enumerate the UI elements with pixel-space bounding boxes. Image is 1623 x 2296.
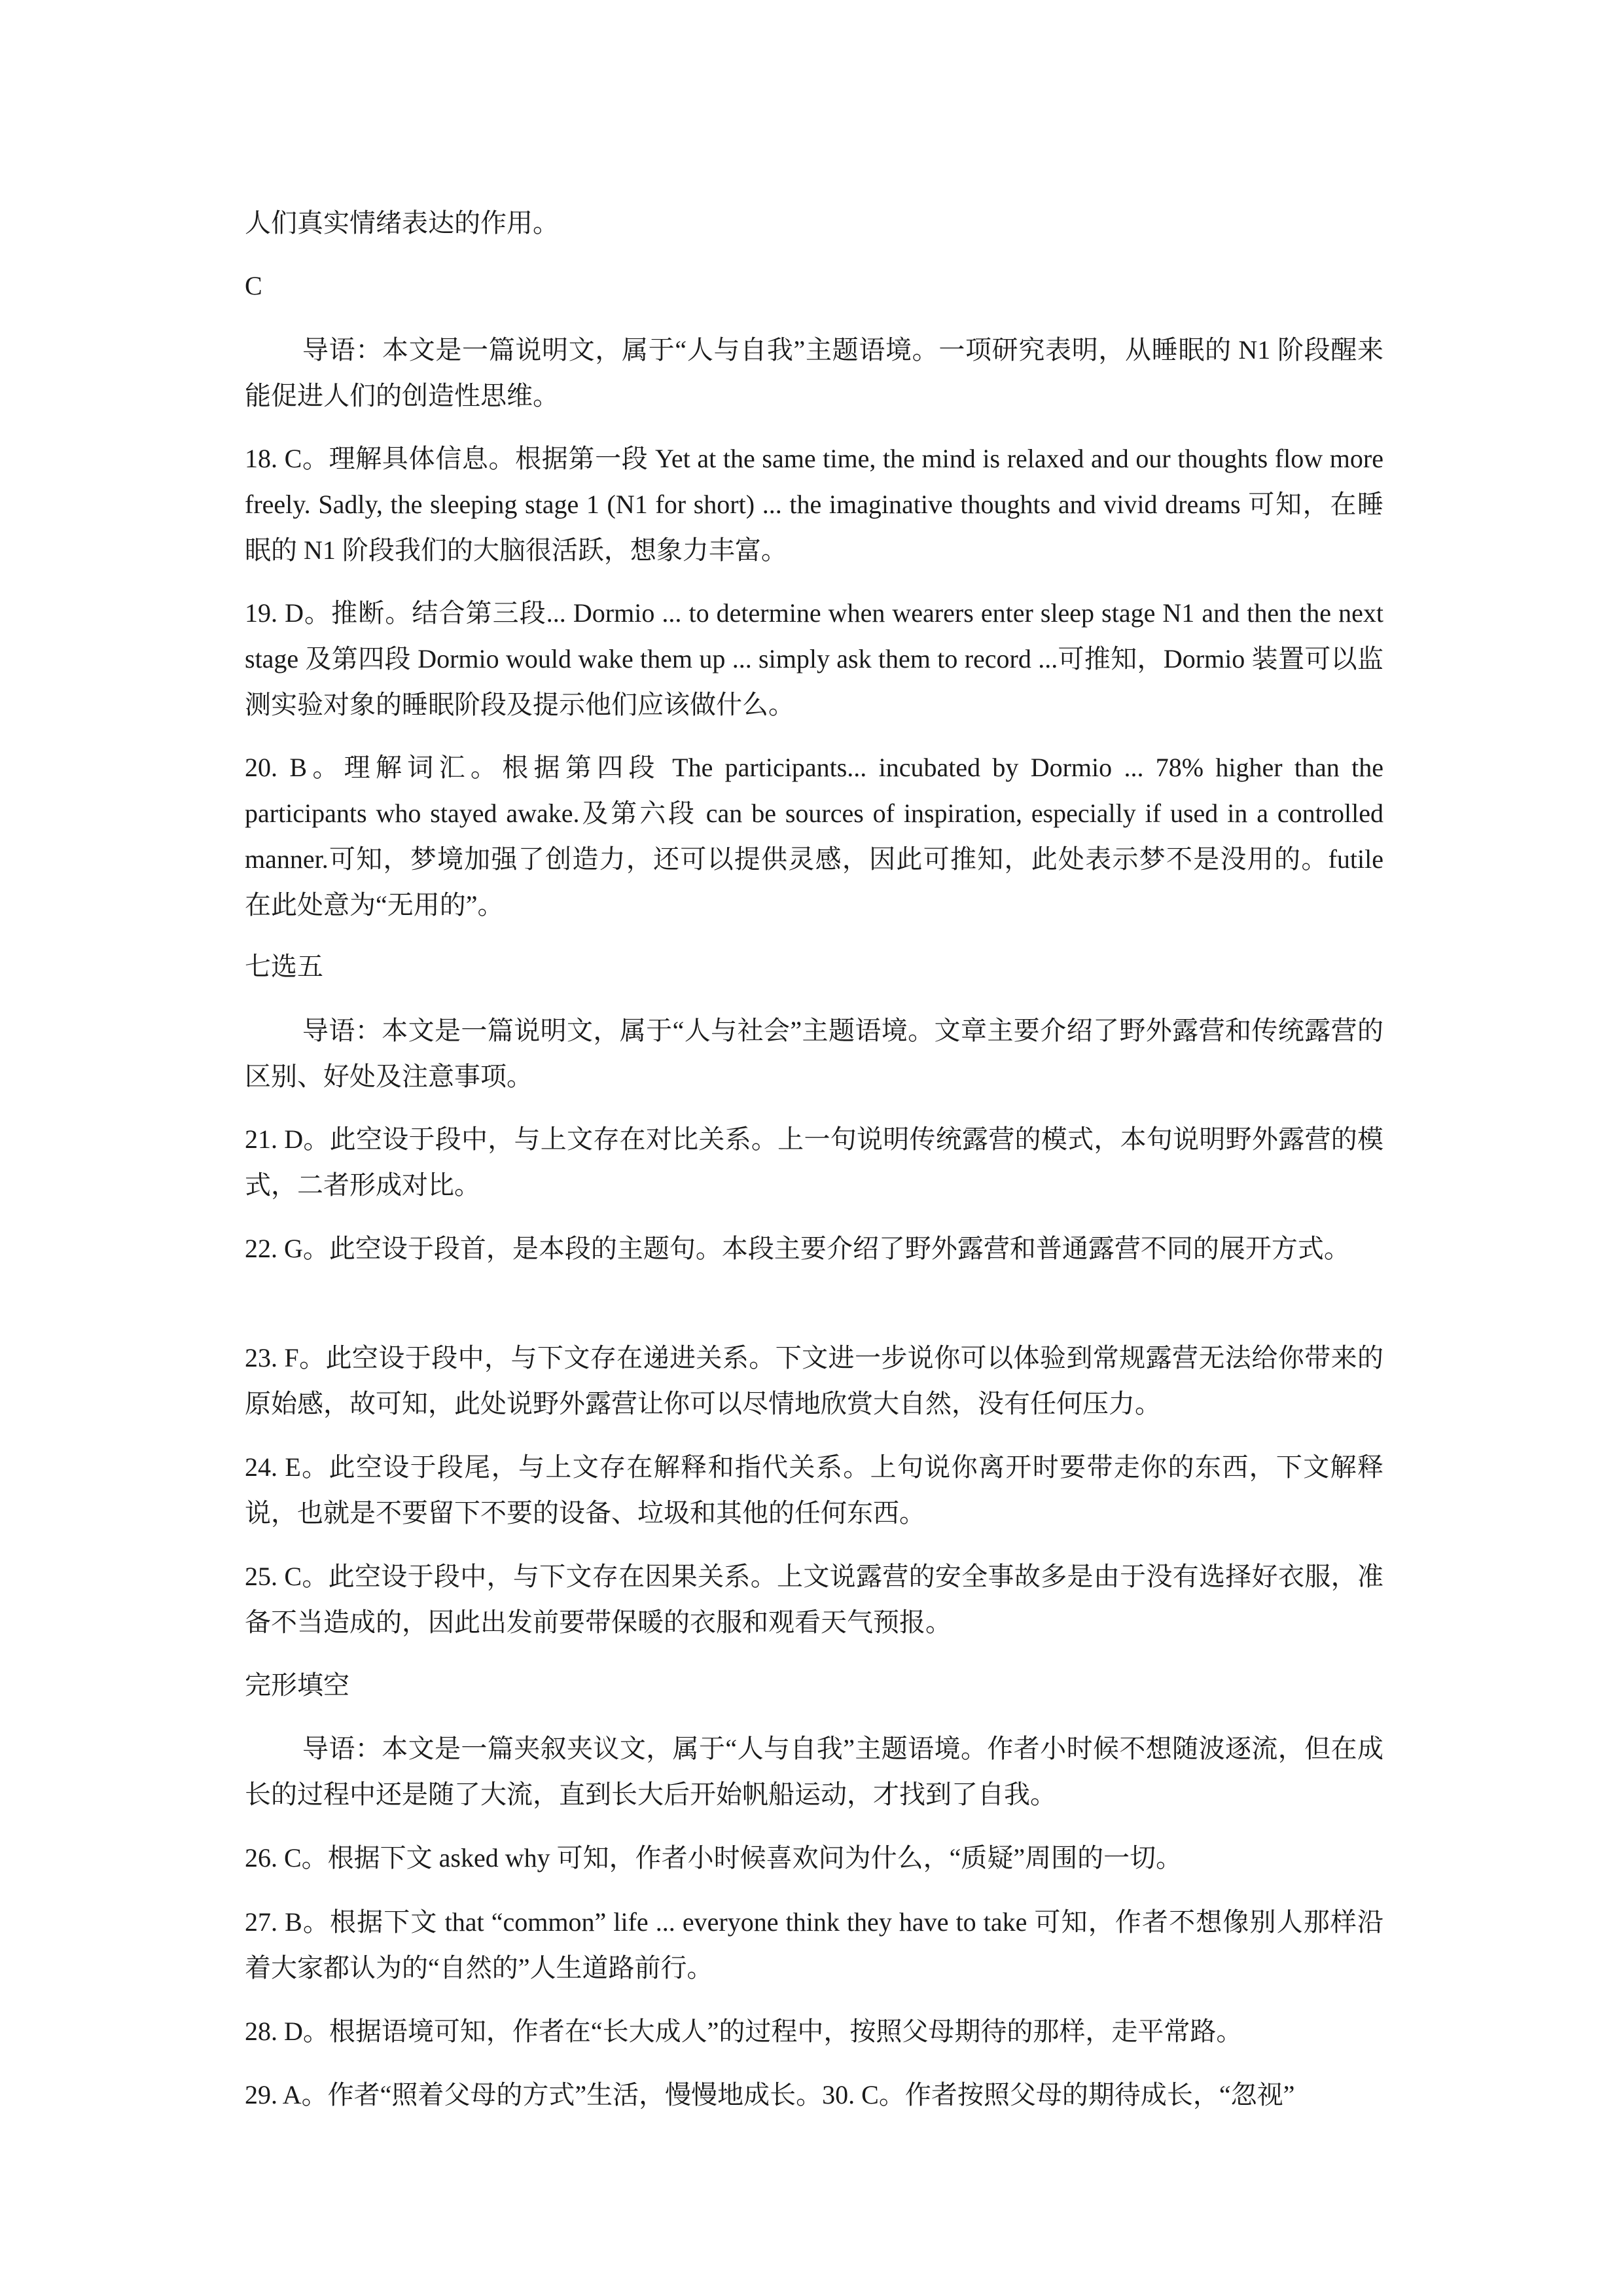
section-heading-cloze: 完形填空 bbox=[245, 1670, 349, 1700]
answer-25: 25. C。此空设于段中，与下文存在因果关系。上文说露营的安全事故多是由于没有选择好衣服，准备不当造成的，因此出发前要带保暖的衣服和观看天气预报。 bbox=[245, 1562, 1383, 1637]
answer-24: 24. E。此空设于段尾，与上文存在解释和指代关系。上句说你离开时要带走你的东西，下文解释说，也就是不要留下不要的设备、垃圾和其他的任何东西。 bbox=[245, 1452, 1383, 1528]
section-heading-c: C bbox=[245, 271, 262, 300]
section-heading-seven-choose-five: 七选五 bbox=[245, 952, 323, 981]
answer-29-30: 29. A。作者“照着父母的方式”生活，慢慢地成长。30. C。作者按照父母的期待成长，“忽视” bbox=[245, 2080, 1295, 2109]
answer-18: 18. C。理解具体信息。根据第一段 Yet at the same time, the mind is relaxed and our thoughts flow more freely. Sadly, the sleeping stage 1 (N1 for short) ... the imaginative thoughts and vivid dreams 可知，在睡眠的 N1 阶段我们的大脑很活跃，想象力丰富。 bbox=[245, 444, 1383, 565]
intro-seven-choose-five: 导语：本文是一篇说明文，属于“人与社会”主题语境。文章主要介绍了野外露营和传统露营的区别、好处及注意事项。 bbox=[245, 1016, 1383, 1091]
answer-23: 23. F。此空设于段中，与下文存在递进关系。下文进一步说你可以体验到常规露营无法给你带来的原始感，故可知，此处说野外露营让你可以尽情地欣赏大自然，没有任何压力。 bbox=[245, 1343, 1383, 1418]
intro-c: 导语：本文是一篇说明文，属于“人与自我”主题语境。一项研究表明，从睡眠的 N1 阶段醒来能促进人们的创造性思维。 bbox=[245, 335, 1383, 410]
answer-26: 26. C。根据下文 asked why 可知，作者小时候喜欢问为什么，“质疑”周围的一切。 bbox=[245, 1843, 1183, 1873]
answer-21: 21. D。此空设于段中，与上文存在对比关系。上一句说明传统露营的模式，本句说明野外露营的模式，二者形成对比。 bbox=[245, 1124, 1383, 1200]
answer-27: 27. B。根据下文 that “common” life ... everyone think they have to take 可知，作者不想像别人那样沿着大家都认为的“自然的”人生道路前行。 bbox=[245, 1907, 1383, 1982]
answer-28: 28. D。根据语境可知，作者在“长大成人”的过程中，按照父母期待的那样，走平常路。 bbox=[245, 2017, 1243, 2046]
answer-22: 22. G。此空设于段首，是本段的主题句。本段主要介绍了野外露营和普通露营不同的展开方式。 bbox=[245, 1234, 1350, 1263]
paragraph-continuation: 人们真实情绪表达的作用。 bbox=[245, 208, 559, 238]
answer-19: 19. D。推断。结合第三段... Dormio ... to determine when wearers enter sleep stage N1 and then the next stage 及第四段 Dormio would wake them up ... simply ask them to record ...可推知，Dormio 装置可以监测实验对象的睡眠阶段及提示他们应该做什么。 bbox=[245, 598, 1383, 719]
intro-cloze: 导语：本文是一篇夹叙夹议文，属于“人与自我”主题语境。作者小时候不想随波逐流，但在成长的过程中还是随了大流，直到长大后开始帆船运动，才找到了自我。 bbox=[245, 1734, 1383, 1809]
answer-20: 20. B。理解词汇。根据第四段 The participants... incubated by Dormio ... 78% higher than the participants who stayed awake.及第六段 can be sources of inspiration, especially if used in a controlled manner.可知，梦境加强了创造力，还可以提供灵感，因此可推知，此处表示梦不是没用的。futile 在此处意为“无用的”。 bbox=[245, 753, 1383, 920]
